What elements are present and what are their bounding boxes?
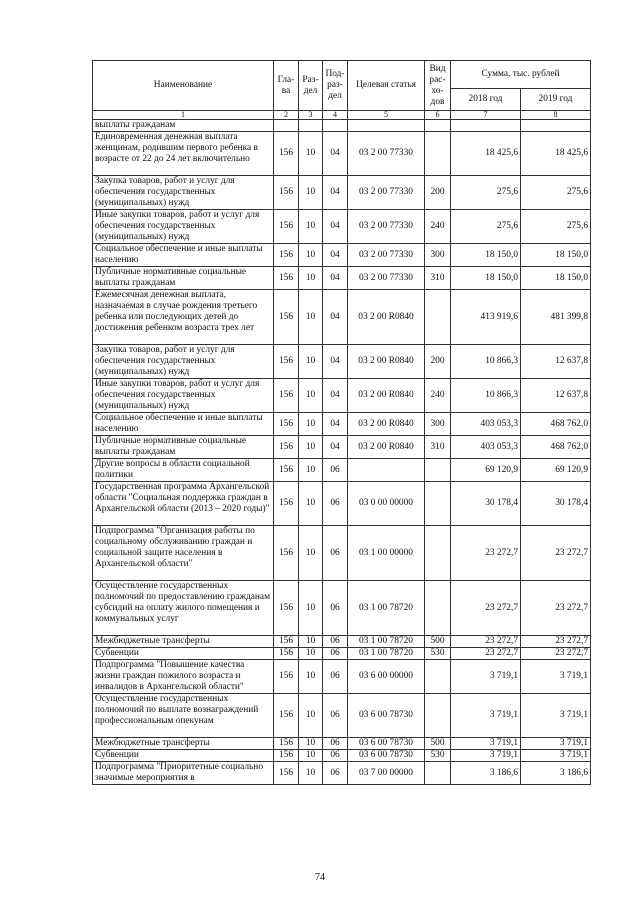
row-value-2018: 18 425,6: [451, 132, 521, 176]
row-value-2019: 468 762,0: [521, 436, 591, 459]
row-podrazdel: 04: [323, 210, 348, 244]
row-vid: [425, 132, 451, 176]
row-statya: 03 6 00 78730: [348, 694, 425, 738]
row-value-2018: 413 919,6: [451, 290, 521, 345]
row-name: Публичные нормативные социальные выплаты гражданам: [93, 267, 274, 290]
row-razdel: 10: [299, 436, 323, 459]
budget-table: [92, 60, 591, 785]
row-statya: 03 0 00 00000: [348, 482, 425, 526]
row-statya: 03 7 00 00000: [348, 762, 425, 785]
row-value-2019: 18 150,0: [521, 267, 591, 290]
row-statya: 03 1 00 78720: [348, 581, 425, 636]
row-value-2018: 403 053,3: [451, 436, 521, 459]
row-podrazdel: 04: [323, 436, 348, 459]
row-vid: [425, 290, 451, 345]
row-podrazdel: 06: [323, 762, 348, 785]
column-number: 5: [348, 111, 425, 120]
row-glava: 156: [274, 436, 299, 459]
row-value-2018: 23 272,7: [451, 526, 521, 581]
row-value-2018: 403 053,3: [451, 413, 521, 436]
row-razdel: 10: [299, 694, 323, 738]
row-vid: 300: [425, 244, 451, 267]
row-razdel: 10: [299, 459, 323, 482]
row-value-2018: 18 150,0: [451, 267, 521, 290]
header-statya: Целевая статья: [348, 61, 425, 111]
row-glava: 156: [274, 581, 299, 636]
row-value-2019: 69 120,9: [521, 459, 591, 482]
row-value-2018: [451, 120, 521, 132]
row-glava: 156: [274, 750, 299, 762]
row-value-2018: 69 120,9: [451, 459, 521, 482]
row-statya: 03 2 00 77330: [348, 267, 425, 290]
row-podrazdel: 04: [323, 176, 348, 210]
table-row: [93, 660, 591, 694]
table-row: [93, 459, 591, 482]
table-row: [93, 436, 591, 459]
row-statya: 03 2 00 77330: [348, 176, 425, 210]
row-name: Единовременная денежная выплата женщинам, родившим первого ребенка в возрасте от 22 до 24 лет включительно: [93, 132, 274, 176]
row-glava: 156: [274, 526, 299, 581]
row-vid: [425, 581, 451, 636]
row-value-2018: 10 866,3: [451, 345, 521, 379]
row-value-2019: 3 719,1: [521, 738, 591, 750]
row-glava: 156: [274, 379, 299, 413]
table-row: [93, 750, 591, 762]
row-vid: 200: [425, 345, 451, 379]
row-razdel: 10: [299, 379, 323, 413]
row-vid: 530: [425, 648, 451, 660]
row-vid: 310: [425, 436, 451, 459]
row-podrazdel: 06: [323, 738, 348, 750]
row-value-2018: 18 150,0: [451, 244, 521, 267]
row-value-2019: 275,6: [521, 176, 591, 210]
row-vid: [425, 660, 451, 694]
table-row: [93, 526, 591, 581]
row-name: Осуществление государственных полномочий по предоставлению гражданам субсидий на оплату жилого помещения и коммунальных услуг: [93, 581, 274, 636]
row-podrazdel: 04: [323, 379, 348, 413]
row-value-2019: 23 272,7: [521, 636, 591, 648]
row-value-2019: 12 637,8: [521, 379, 591, 413]
row-name: Иные закупки товаров, работ и услуг для обеспечения государственных (муниципальных) нужд: [93, 210, 274, 244]
row-statya: 03 2 00 77330: [348, 132, 425, 176]
row-razdel: 10: [299, 660, 323, 694]
row-name: Другие вопросы в области социальной политики: [93, 459, 274, 482]
row-value-2019: 3 719,1: [521, 750, 591, 762]
header-glava: Гла-ва: [274, 61, 299, 111]
row-value-2019: 275,6: [521, 210, 591, 244]
row-podrazdel: 06: [323, 636, 348, 648]
table-row: [93, 738, 591, 750]
row-vid: 300: [425, 413, 451, 436]
row-glava: 156: [274, 762, 299, 785]
table-row: [93, 762, 591, 785]
row-vid: 200: [425, 176, 451, 210]
row-razdel: 10: [299, 210, 323, 244]
column-number: 2: [274, 111, 299, 120]
row-statya: 03 2 00 77330: [348, 210, 425, 244]
row-razdel: 10: [299, 738, 323, 750]
row-name: Государственная программа Архангельской области "Социальная поддержка граждан в Архангельской области (2013 – 2020 годы)": [93, 482, 274, 526]
row-glava: 156: [274, 210, 299, 244]
row-value-2019: 12 637,8: [521, 345, 591, 379]
row-podrazdel: 04: [323, 244, 348, 267]
header-vid: Вид рас-хо-дов: [425, 61, 451, 111]
column-number: 6: [425, 111, 451, 120]
row-razdel: 10: [299, 176, 323, 210]
row-statya: [348, 120, 425, 132]
row-podrazdel: 04: [323, 413, 348, 436]
row-razdel: 10: [299, 526, 323, 581]
row-vid: 500: [425, 636, 451, 648]
row-statya: 03 6 00 00000: [348, 660, 425, 694]
row-name: Иные закупки товаров, работ и услуг для обеспечения государственных (муниципальных) нужд: [93, 379, 274, 413]
row-razdel: 10: [299, 267, 323, 290]
header-2019: 2019 год: [521, 89, 591, 111]
row-value-2019: 3 186,6: [521, 762, 591, 785]
table-row: [93, 581, 591, 636]
header-summa: Сумма, тыс. рублей: [451, 61, 591, 89]
row-glava: 156: [274, 636, 299, 648]
table-row: [93, 648, 591, 660]
row-statya: 03 1 00 00000: [348, 526, 425, 581]
row-vid: [425, 526, 451, 581]
row-glava: 156: [274, 482, 299, 526]
page-number: 74: [315, 872, 325, 883]
row-podrazdel: 06: [323, 694, 348, 738]
table-body: [93, 120, 591, 785]
column-number-row: [93, 111, 591, 120]
row-glava: [274, 120, 299, 132]
row-statya: 03 6 00 78730: [348, 750, 425, 762]
table-row: [93, 210, 591, 244]
row-value-2019: 30 178,4: [521, 482, 591, 526]
row-razdel: 10: [299, 581, 323, 636]
row-razdel: 10: [299, 648, 323, 660]
table-row: [93, 176, 591, 210]
row-statya: [348, 459, 425, 482]
row-razdel: 10: [299, 244, 323, 267]
row-statya: 03 6 00 78730: [348, 738, 425, 750]
row-razdel: 10: [299, 132, 323, 176]
table-row: [93, 267, 591, 290]
row-podrazdel: 04: [323, 290, 348, 345]
row-podrazdel: 06: [323, 581, 348, 636]
row-glava: 156: [274, 345, 299, 379]
row-value-2018: 3 186,6: [451, 762, 521, 785]
row-vid: 530: [425, 750, 451, 762]
row-name: Межбюджетные трансферты: [93, 738, 274, 750]
column-number: 3: [299, 111, 323, 120]
column-number: 1: [93, 111, 274, 120]
table-row: [93, 290, 591, 345]
row-value-2018: 3 719,1: [451, 660, 521, 694]
row-value-2018: 23 272,7: [451, 636, 521, 648]
row-podrazdel: [323, 120, 348, 132]
row-name: Межбюджетные трансферты: [93, 636, 274, 648]
row-vid: 240: [425, 210, 451, 244]
row-podrazdel: 04: [323, 267, 348, 290]
table-row: [93, 345, 591, 379]
row-podrazdel: 06: [323, 482, 348, 526]
row-value-2019: 468 762,0: [521, 413, 591, 436]
row-razdel: 10: [299, 413, 323, 436]
row-razdel: 10: [299, 636, 323, 648]
row-name: выплаты гражданам: [93, 120, 274, 132]
row-statya: 03 2 00 R0840: [348, 436, 425, 459]
table-row: [93, 132, 591, 176]
row-name: Субвенции: [93, 750, 274, 762]
header-podrazdel: Под-раз-дел: [323, 61, 348, 111]
header-name: Наименование: [93, 61, 274, 111]
row-name: Подпрограмма "Приоритетные социально значимые мероприятия в: [93, 762, 274, 785]
row-glava: 156: [274, 413, 299, 436]
table-row: [93, 379, 591, 413]
row-razdel: [299, 120, 323, 132]
row-glava: 156: [274, 738, 299, 750]
column-number: 7: [451, 111, 521, 120]
row-value-2019: 18 150,0: [521, 244, 591, 267]
header-2018: 2018 год: [451, 89, 521, 111]
row-razdel: 10: [299, 345, 323, 379]
row-statya: 03 1 00 78720: [348, 636, 425, 648]
row-podrazdel: 04: [323, 345, 348, 379]
row-value-2018: 3 719,1: [451, 738, 521, 750]
row-glava: 156: [274, 660, 299, 694]
row-value-2018: 23 272,7: [451, 581, 521, 636]
row-value-2018: 23 272,7: [451, 648, 521, 660]
row-statya: 03 2 00 R0840: [348, 345, 425, 379]
row-vid: [425, 120, 451, 132]
row-value-2019: 3 719,1: [521, 660, 591, 694]
row-podrazdel: 06: [323, 459, 348, 482]
row-name: Подпрограмма "Повышение качества жизни граждан пожилого возраста и инвалидов в Архангельской области": [93, 660, 274, 694]
table-row: [93, 482, 591, 526]
table-row: [93, 120, 591, 132]
table-row: [93, 636, 591, 648]
row-value-2018: 275,6: [451, 176, 521, 210]
row-vid: 310: [425, 267, 451, 290]
row-name: Субвенции: [93, 648, 274, 660]
row-glava: 156: [274, 267, 299, 290]
row-value-2019: [521, 120, 591, 132]
row-glava: 156: [274, 648, 299, 660]
row-podrazdel: 06: [323, 750, 348, 762]
row-name: Публичные нормативные социальные выплаты гражданам: [93, 436, 274, 459]
row-value-2019: 23 272,7: [521, 648, 591, 660]
row-glava: 156: [274, 176, 299, 210]
column-number: 4: [323, 111, 348, 120]
row-statya: 03 2 00 77330: [348, 244, 425, 267]
row-value-2018: 10 866,3: [451, 379, 521, 413]
row-value-2019: 3 719,1: [521, 694, 591, 738]
row-glava: 156: [274, 290, 299, 345]
row-value-2019: 18 425,6: [521, 132, 591, 176]
row-name: Социальное обеспечение и иные выплаты населению: [93, 244, 274, 267]
row-name: Социальное обеспечение и иные выплаты населению: [93, 413, 274, 436]
row-glava: 156: [274, 244, 299, 267]
row-podrazdel: 06: [323, 526, 348, 581]
row-statya: 03 2 00 R0840: [348, 413, 425, 436]
row-podrazdel: 04: [323, 132, 348, 176]
row-value-2018: 30 178,4: [451, 482, 521, 526]
row-statya: 03 2 00 R0840: [348, 379, 425, 413]
column-number: 8: [521, 111, 591, 120]
table-row: [93, 694, 591, 738]
row-name: Осуществление государственных полномочий по выплате вознаграждений профессиональным опекунам: [93, 694, 274, 738]
row-podrazdel: 06: [323, 648, 348, 660]
row-value-2018: 3 719,1: [451, 694, 521, 738]
row-vid: 240: [425, 379, 451, 413]
row-razdel: 10: [299, 290, 323, 345]
row-vid: [425, 459, 451, 482]
row-name: Закупка товаров, работ и услуг для обеспечения государственных (муниципальных) нужд: [93, 345, 274, 379]
row-glava: 156: [274, 459, 299, 482]
row-vid: [425, 762, 451, 785]
row-razdel: 10: [299, 482, 323, 526]
header-razdel: Раз-дел: [299, 61, 323, 111]
row-razdel: 10: [299, 750, 323, 762]
row-statya: 03 1 00 78720: [348, 648, 425, 660]
table-row: [93, 413, 591, 436]
table-row: [93, 244, 591, 267]
row-podrazdel: 06: [323, 660, 348, 694]
row-value-2018: 275,6: [451, 210, 521, 244]
row-glava: 156: [274, 132, 299, 176]
row-name: Подпрограмма "Организация работы по социальному обслуживанию граждан и социальной защите населения в Архангельской области": [93, 526, 274, 581]
row-name: Закупка товаров, работ и услуг для обеспечения государственных (муниципальных) нужд: [93, 176, 274, 210]
row-value-2019: 23 272,7: [521, 581, 591, 636]
row-vid: [425, 694, 451, 738]
row-value-2019: 23 272,7: [521, 526, 591, 581]
row-vid: 500: [425, 738, 451, 750]
row-statya: 03 2 00 R0840: [348, 290, 425, 345]
row-glava: 156: [274, 694, 299, 738]
row-value-2018: 3 719,1: [451, 750, 521, 762]
row-value-2019: 481 399,8: [521, 290, 591, 345]
row-razdel: 10: [299, 762, 323, 785]
row-vid: [425, 482, 451, 526]
row-name: Ежемесячная денежная выплата, назначаемая в случае рождения третьего ребенка или последующих детей до достижения ребенком возраста трех лет: [93, 290, 274, 345]
